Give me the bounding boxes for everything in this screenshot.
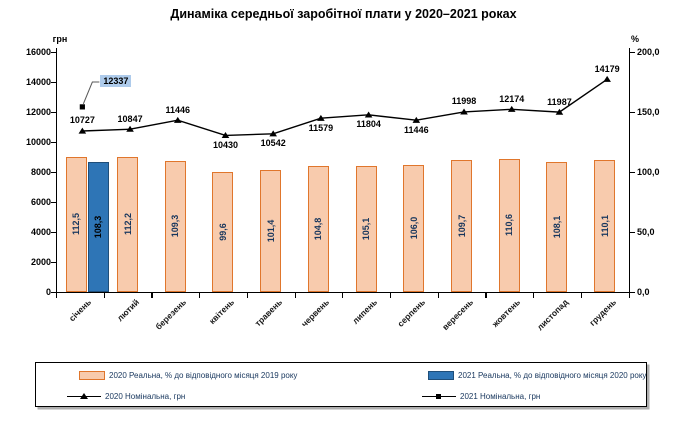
line-square-marker-icon <box>422 392 456 401</box>
y-axis-right <box>629 48 630 292</box>
bar-value-label: 108,3 <box>93 215 104 239</box>
triangle-marker <box>269 130 277 136</box>
bar-value-label: 101,4 <box>265 219 276 243</box>
bar-value-label: 110,6 <box>504 214 515 237</box>
triangle-marker <box>126 126 134 132</box>
legend-item-2020-nominal <box>67 390 185 402</box>
right-axis-tick <box>630 112 635 113</box>
right-axis-tick-label: 150,0 <box>637 106 660 117</box>
month-label: грудень <box>586 297 618 328</box>
legend-item-2021-nominal <box>422 390 540 402</box>
line-value-label: 11998 <box>451 96 477 107</box>
triangle-marker <box>365 111 373 117</box>
bar-value-label: 109,3 <box>170 214 181 238</box>
right-axis-tick <box>630 232 635 233</box>
y-axis-left <box>56 48 57 292</box>
x-axis-tick <box>151 293 152 298</box>
x-axis-tick <box>342 293 343 298</box>
left-axis-tick <box>51 82 56 83</box>
month-label: серпень <box>395 297 427 329</box>
square-marker-2021 <box>80 104 85 109</box>
triangle-marker <box>413 117 421 123</box>
line-value-label: 11446 <box>165 104 191 115</box>
legend-item-2021-real <box>428 369 646 381</box>
triangle-marker <box>508 106 516 112</box>
left-axis-tick <box>51 262 56 263</box>
bar-value-label: 108,1 <box>551 215 562 239</box>
callout-leader-line <box>83 82 99 104</box>
bar-value-label: 112,5 <box>71 213 82 236</box>
chart-title: Динаміка середньої заробітної плати у 2020–2021 роках <box>170 7 517 21</box>
legend-item-2020-real <box>79 369 297 381</box>
bar-value-label: 109,7 <box>456 214 467 238</box>
triangle-marker <box>556 109 564 115</box>
left-axis-tick <box>51 172 56 173</box>
left-axis-tick-label: 16000 <box>25 47 51 57</box>
x-axis-tick <box>390 293 391 298</box>
x-axis-tick <box>295 293 296 298</box>
right-axis-tick <box>630 52 635 53</box>
bar-value-label: 99,6 <box>217 223 228 241</box>
x-axis-tick <box>438 293 439 298</box>
left-axis-tick-label: 2000 <box>30 256 51 267</box>
month-label: липень <box>350 297 380 326</box>
triangle-marker <box>79 128 87 134</box>
right-axis-unit-label: % <box>631 34 640 44</box>
left-axis-tick-label: 4000 <box>30 226 51 237</box>
triangle-marker <box>603 76 611 82</box>
month-label: червень <box>299 297 332 329</box>
bar-value-label: 110,1 <box>599 214 610 237</box>
left-axis-tick-label: 6000 <box>30 196 51 207</box>
month-label: листопад <box>534 297 571 333</box>
left-axis-tick <box>51 52 56 53</box>
legend-label-2020-real: 2020 Реальна, % до відповідного місяця 2019 року <box>109 370 298 380</box>
bar-value-label: 104,8 <box>313 217 324 241</box>
line-value-label: 10542 <box>260 138 286 149</box>
legend-swatch-2020-real <box>79 371 105 380</box>
left-axis-tick <box>51 202 56 203</box>
x-axis-tick <box>56 293 57 298</box>
left-axis-tick <box>51 232 56 233</box>
x-axis-tick <box>199 293 200 298</box>
x-axis-tick <box>247 293 248 298</box>
month-label: березень <box>153 297 189 332</box>
left-axis-tick-label: 8000 <box>30 166 51 177</box>
left-axis-tick <box>51 112 56 113</box>
left-axis-tick-label: 14000 <box>25 76 51 87</box>
bar-value-label: 105,1 <box>361 217 372 240</box>
x-axis-tick <box>485 293 486 298</box>
line-value-label: 10430 <box>212 139 238 150</box>
left-axis-tick-label: 12000 <box>25 106 51 117</box>
triangle-marker <box>317 115 325 121</box>
month-label: вересень <box>439 297 475 332</box>
month-label: лютий <box>114 297 141 324</box>
month-label: жовтень <box>490 297 523 330</box>
line-value-label: 11804 <box>356 119 381 130</box>
line-2020-nominal <box>82 79 607 135</box>
triangle-marker <box>174 117 182 123</box>
callout-label-12337: 12337 <box>100 75 131 87</box>
month-label: квітень <box>206 297 237 327</box>
line-value-label: 10847 <box>117 113 143 124</box>
left-axis-unit-label: грн <box>52 34 68 44</box>
right-axis-tick-label: 200,0 <box>637 47 660 57</box>
legend-label-2021-real: 2021 Реальна, % до відповідного місяця 2020 року <box>458 370 647 380</box>
line-value-label: 10727 <box>69 115 95 126</box>
right-axis-tick-label: 50,0 <box>637 226 655 237</box>
x-axis-tick <box>533 293 534 298</box>
triangle-marker <box>222 132 230 138</box>
x-axis-tick <box>629 293 630 298</box>
line-value-label: 11446 <box>404 124 429 135</box>
right-axis-tick-label: 0,0 <box>637 286 650 297</box>
line-value-label: 11579 <box>308 122 334 133</box>
legend-label-2021-nominal: 2021 Номінальна, грн <box>460 391 541 401</box>
chart-legend <box>35 362 647 407</box>
line-value-label: 12174 <box>499 93 525 104</box>
x-axis-tick <box>104 293 105 298</box>
legend-label-2020-nominal: 2020 Номінальна, грн <box>105 391 186 401</box>
left-axis-tick <box>51 142 56 143</box>
triangle-marker <box>460 109 468 115</box>
left-axis-tick-label: 0 <box>45 286 51 297</box>
right-axis-tick <box>630 172 635 173</box>
legend-swatch-2021-real <box>428 371 454 380</box>
x-axis-tick <box>581 293 582 298</box>
line-value-label: 14179 <box>594 63 620 74</box>
bar-value-label: 106,0 <box>408 216 419 240</box>
month-label: травень <box>252 297 284 329</box>
line-value-label: 11987 <box>547 96 572 107</box>
left-axis-tick-label: 10000 <box>25 136 51 147</box>
month-label: січень <box>66 297 93 324</box>
bar-value-label: 112,2 <box>122 213 133 236</box>
right-axis-tick <box>630 292 635 293</box>
right-axis-tick-label: 100,0 <box>637 166 660 177</box>
line-triangle-marker-icon <box>67 392 101 401</box>
